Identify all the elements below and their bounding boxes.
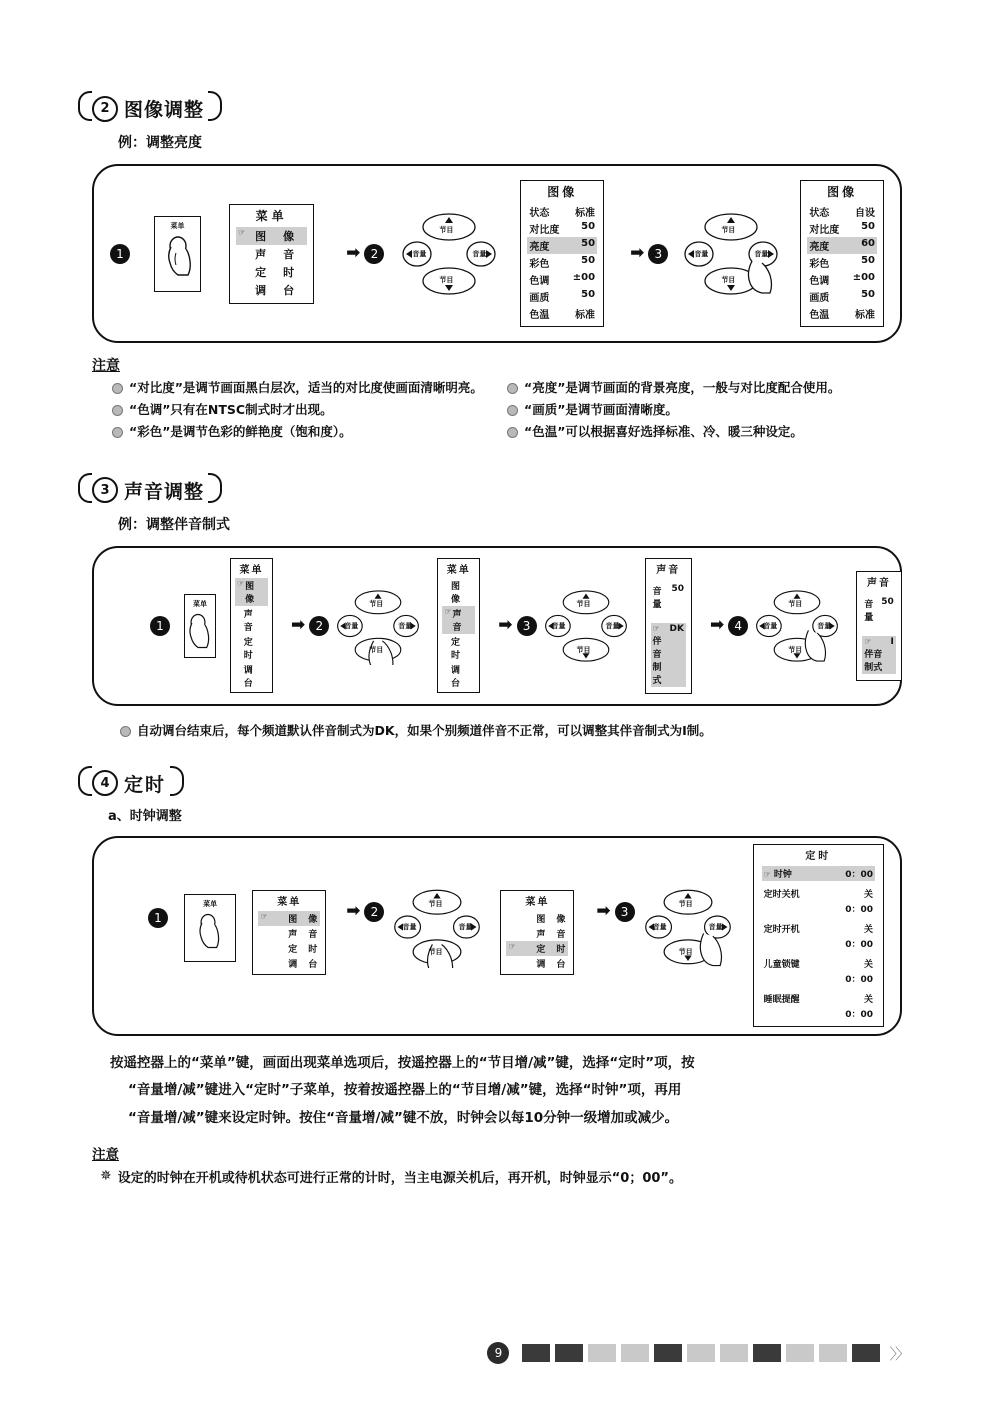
footer-block <box>522 1344 550 1362</box>
menu-item[interactable]: 声 音 <box>243 610 264 634</box>
step-badge-2: 2 <box>364 244 384 264</box>
menu-item[interactable]: 图 像 <box>450 582 471 606</box>
menu-item[interactable]: ☞ 定 时 <box>508 941 567 955</box>
menu-item[interactable]: ☞ 声 音 <box>442 606 475 634</box>
section-title: 声音调整 <box>124 477 222 504</box>
dpad-control-7[interactable] <box>643 886 733 968</box>
screen-row: 0：00 <box>845 974 874 985</box>
screen-row: 画质 50 <box>529 289 596 304</box>
page-footer <box>0 1342 994 1364</box>
screen-row: 彩色 50 <box>529 255 596 270</box>
step-badge-1: 1 <box>150 616 170 636</box>
timer-screen <box>753 844 884 1027</box>
step-badge-2: 2 <box>309 616 329 636</box>
menu-screen-title: 菜单 <box>277 896 302 908</box>
menu-screen-4 <box>252 890 326 975</box>
screen-row: 状态 标准 <box>529 208 596 219</box>
menu-item[interactable]: 调 台 <box>255 283 298 297</box>
dpad-control-5[interactable] <box>754 587 840 665</box>
screen-row: 0：00 <box>845 904 874 915</box>
screen-row: 彩色 50 <box>809 255 875 270</box>
dpad-down-label: 节目 <box>721 275 736 284</box>
bullet-icon <box>112 427 123 438</box>
menu-item[interactable]: 图 像 <box>536 914 567 925</box>
remote-menu-key-2[interactable] <box>184 594 216 658</box>
dpad-up-label: 节目 <box>678 899 693 908</box>
picture-screen-2 <box>800 180 884 327</box>
menu-screen-2 <box>230 558 273 693</box>
screen-row: 色温 标准 <box>809 310 875 321</box>
screen-row: 音量 50 <box>652 583 684 610</box>
picture-notes-list <box>112 377 902 443</box>
hand-pointer-icon <box>185 611 215 657</box>
screen-row: ☞ 时钟 0：00 <box>762 866 875 881</box>
section-header-picture <box>92 95 994 122</box>
dpad-down-label: 节目 <box>428 947 443 956</box>
dpad-right-label: 音量 <box>708 922 723 931</box>
footer-block <box>555 1344 583 1362</box>
dpad-control-4[interactable] <box>543 587 629 665</box>
dpad-down-label: 节目 <box>576 645 591 654</box>
sound-screen-2 <box>856 571 902 681</box>
arrow-icon: ➡ <box>630 243 645 263</box>
menu-key-caption: 菜单 <box>170 221 185 230</box>
step-badge-1: 1 <box>148 908 168 928</box>
step-badge-3: 3 <box>517 616 537 636</box>
dpad-control-3[interactable] <box>335 587 421 665</box>
menu-item[interactable]: 声 音 <box>536 929 567 940</box>
bullet-icon <box>507 405 518 416</box>
screen-row: ☞ 伴音制式 DK <box>652 623 684 686</box>
note-item: “亮度”是调节画面的背景亮度，一般与对比度配合使用。 <box>507 377 902 399</box>
dpad-right-label: 音量 <box>398 621 413 630</box>
example-label-timer: a、时钟调整 <box>108 808 182 824</box>
screen-row: 音量 50 <box>864 596 894 623</box>
menu-key-caption: 菜单 <box>193 599 207 608</box>
menu-item[interactable]: ☞ 图 像 <box>260 911 319 925</box>
menu-item[interactable]: ☞ 图 像 <box>236 227 307 245</box>
section-number: 3 <box>92 477 118 503</box>
dpad-up-label: 节目 <box>576 599 591 608</box>
arrow-icon: ➡ <box>710 615 725 636</box>
footer-block <box>852 1344 880 1362</box>
section-title: 图像调整 <box>124 95 222 122</box>
picture-steps-panel <box>92 164 902 343</box>
note-item: 自动调台结束后，每个频道默认伴音制式为DK，如果个别频道伴音不正常，可以调整其伴音制式为I制。 <box>120 720 910 742</box>
dpad-up-label: 节目 <box>721 225 736 234</box>
footer-block <box>621 1344 649 1362</box>
page-number: 9 <box>487 1342 509 1364</box>
screen-row: 定时开机 关 <box>763 924 874 935</box>
screen-row: 0：00 <box>845 939 874 950</box>
note-item: “对比度”是调节画面黑白层次，适当的对比度使画面清晰明亮。 <box>112 377 507 399</box>
arrow-icon: ➡ <box>346 243 361 263</box>
step-badge-1: 1 <box>110 244 130 264</box>
note-item: “彩色”是调节色彩的鲜艳度（饱和度）。 <box>112 421 507 443</box>
bullet-icon <box>112 383 123 394</box>
dpad-left-label: 音量 <box>694 249 709 258</box>
note-item: “色温”可以根据喜好选择标准、冷、暖三种设定。 <box>507 421 902 443</box>
arrow-icon: ➡ <box>596 901 611 921</box>
example-label-sound: 例：调整伴音制式 <box>118 516 230 533</box>
section-title: 定时 <box>124 770 184 797</box>
step-badge-2: 2 <box>364 902 384 922</box>
menu-item[interactable]: ☞ 图 像 <box>235 578 268 606</box>
bullet-icon <box>112 405 123 416</box>
sound-note-list <box>120 720 910 742</box>
timer-caution-line: ✵ 设定的时钟在开机或待机状态可进行正常的计时，当主电源关机后，再开机，时钟显示“0；00”。 <box>100 1168 682 1186</box>
menu-screen-title: 菜单 <box>255 208 288 223</box>
arrow-icon: ➡ <box>291 615 306 636</box>
footer-block <box>720 1344 748 1362</box>
menu-screen-1 <box>229 204 314 304</box>
remote-menu-key-3[interactable] <box>184 894 236 962</box>
menu-screen-5 <box>500 890 574 975</box>
dpad-up-label: 节目 <box>428 899 443 908</box>
menu-item[interactable]: 定 时 <box>255 265 298 279</box>
picture-notes-title: 注意 <box>92 358 120 374</box>
dpad-left-label: 音量 <box>402 922 417 931</box>
bullet-icon <box>120 726 131 737</box>
dpad-left-label: 音量 <box>652 922 667 931</box>
screen-row: 色温 标准 <box>529 310 596 321</box>
menu-item[interactable]: 定 时 <box>243 638 264 662</box>
chevron-right-icon: 〉〉 <box>889 1344 908 1363</box>
arrow-icon: ➡ <box>498 615 513 636</box>
dpad-left-label: 音量 <box>763 621 778 630</box>
step-badge-4: 4 <box>728 616 748 636</box>
dpad-control-1[interactable] <box>400 211 498 297</box>
menu-key-caption: 菜单 <box>203 899 218 908</box>
dpad-down-label: 节目 <box>439 275 454 284</box>
screen-row: 色调 ±00 <box>809 272 875 287</box>
screen-row: 儿童锁键 关 <box>763 959 874 970</box>
screen-row: 睡眠提醒 关 <box>763 994 874 1005</box>
dpad-left-label: 音量 <box>412 249 427 258</box>
timer-steps-panel <box>92 836 902 1036</box>
footer-block <box>654 1344 682 1362</box>
menu-screen-title: 菜单 <box>446 565 471 577</box>
footer-block <box>786 1344 814 1362</box>
dpad-right-label: 音量 <box>458 922 473 931</box>
screen-row: 色调 ±00 <box>529 272 596 287</box>
dpad-down-label: 节目 <box>788 645 803 654</box>
menu-item[interactable]: 声 音 <box>255 247 298 261</box>
remote-menu-key-1[interactable] <box>154 216 201 292</box>
step-badge-3: 3 <box>615 902 635 922</box>
menu-item[interactable]: 定 时 <box>288 944 319 955</box>
dpad-up-label: 节目 <box>788 599 803 608</box>
timer-instruction-paragraph: 按遥控器上的“菜单”键，画面出现菜单选项后，按遥控器上的“节目增/减”键，选择“定时”项，按 “音量增/减”键进入“定时”子菜单，按着按遥控器上的“节目增/减”键，选择“时钟”项，再用 “音量增/减”键来设定时钟。按住“音量增/减”键不放，时钟会以每10分钟一级增加或减少。 <box>110 1054 695 1126</box>
screen-row: 画质 50 <box>809 289 875 304</box>
screen-row: 亮度 60 <box>809 238 875 253</box>
section-number: 4 <box>92 770 118 796</box>
dpad-right-label: 音量 <box>605 621 620 630</box>
section-header-sound <box>92 477 994 504</box>
footer-block <box>588 1344 616 1362</box>
screen-row: 亮度 50 <box>529 238 596 253</box>
dpad-down-label: 节目 <box>369 645 384 654</box>
hand-pointer-icon <box>163 233 193 279</box>
sound-screen-1 <box>645 558 692 694</box>
dpad-left-label: 音量 <box>344 621 359 630</box>
menu-item[interactable]: 定 时 <box>450 638 471 662</box>
bullet-icon <box>507 383 518 394</box>
dpad-left-label: 音量 <box>551 621 566 630</box>
step-badge-3: 3 <box>648 244 668 264</box>
menu-item[interactable]: 声 音 <box>288 929 319 940</box>
footer-block <box>753 1344 781 1362</box>
dpad-right-label: 音量 <box>817 621 832 630</box>
dpad-up-label: 节目 <box>439 225 454 234</box>
sound-screen-title: 声音 <box>656 564 681 576</box>
dpad-control-6[interactable] <box>392 886 482 968</box>
screen-row: 0：00 <box>845 1009 874 1020</box>
menu-item[interactable]: 调 台 <box>536 959 567 970</box>
note-item: “色调”只有在NTSC制式时才出现。 <box>112 399 507 421</box>
picture-screen-1 <box>520 180 604 327</box>
footer-block <box>687 1344 715 1362</box>
screen-row: 对比度 50 <box>809 221 875 236</box>
menu-item[interactable]: 调 台 <box>450 666 471 690</box>
menu-item[interactable]: 调 台 <box>288 959 319 970</box>
screen-row: ☞ 伴音制式 I <box>864 636 894 673</box>
section-number: 2 <box>92 96 118 122</box>
screen-row: 定时关机 关 <box>763 889 874 900</box>
screen-row: 对比度 50 <box>529 221 596 236</box>
arrow-icon: ➡ <box>346 901 361 921</box>
section-header-timer <box>92 770 994 797</box>
menu-screen-3 <box>437 558 480 693</box>
menu-item[interactable]: 调 台 <box>243 666 264 690</box>
dpad-right-label: 音量 <box>754 249 769 258</box>
menu-screen-title: 菜单 <box>525 896 550 908</box>
screen-row: 状态 自设 <box>809 208 875 219</box>
dpad-control-2[interactable] <box>682 211 780 297</box>
example-label-picture: 例：调整亮度 <box>118 135 202 151</box>
menu-screen-title: 菜单 <box>239 565 264 577</box>
footer-block <box>819 1344 847 1362</box>
hand-pointer-icon <box>195 911 225 957</box>
picture-screen-title: 图像 <box>827 185 858 199</box>
star-icon: ✵ <box>100 1168 112 1185</box>
dpad-down-label: 节目 <box>678 947 693 956</box>
dpad-up-label: 节目 <box>369 599 384 608</box>
picture-screen-title: 图像 <box>547 185 578 199</box>
note-item: “画质”是调节画面清晰度。 <box>507 399 902 421</box>
sound-screen-title: 声音 <box>867 577 892 589</box>
bullet-icon <box>507 427 518 438</box>
timer-screen-title: 定时 <box>805 850 832 862</box>
dpad-right-label: 音量 <box>472 249 487 258</box>
timer-caution-title: 注意 <box>92 1146 119 1163</box>
sound-steps-panel <box>92 546 902 706</box>
